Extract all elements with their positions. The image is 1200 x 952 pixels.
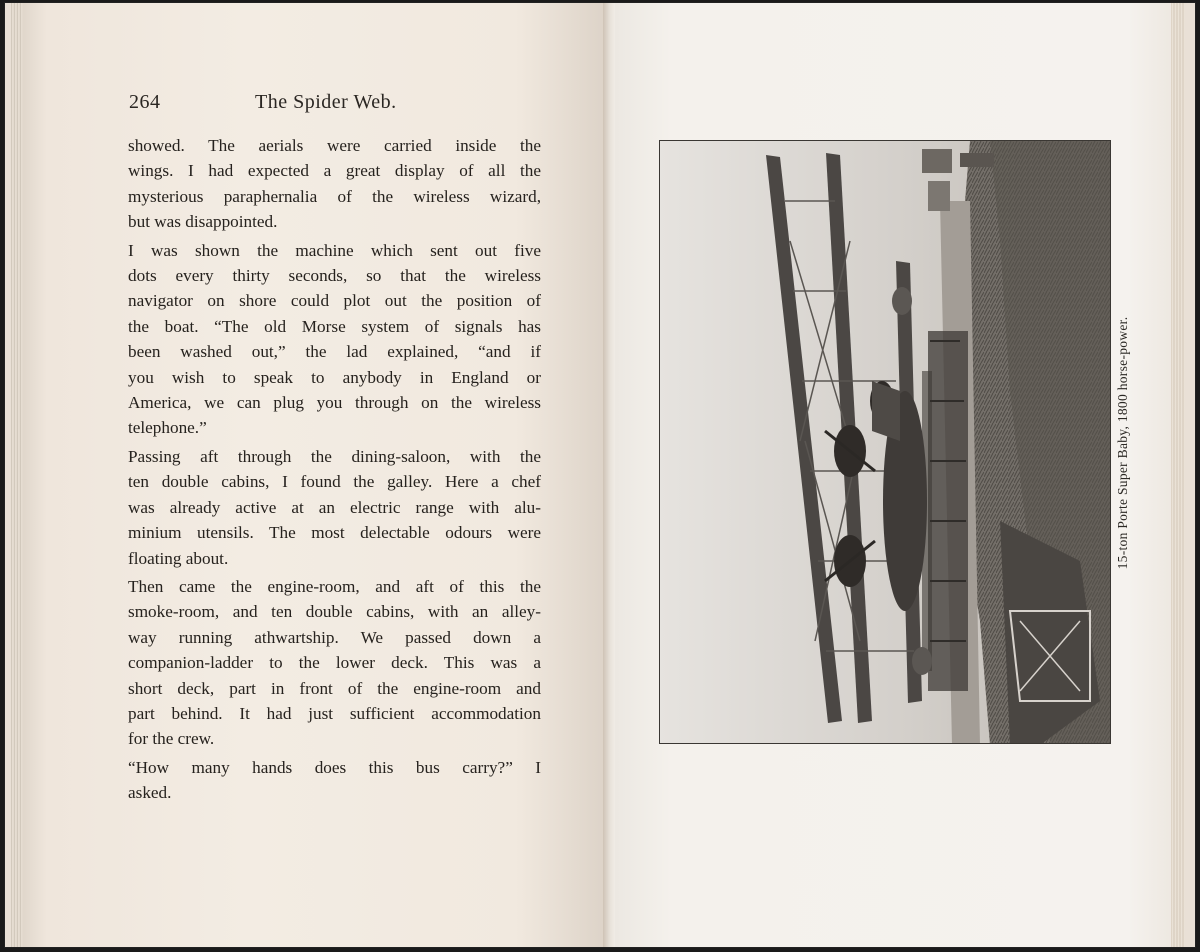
text-line: dots every thirty seconds, so that the wireless [128,266,541,286]
text-line: I was shown the machine which sent out five [128,240,541,260]
book-spread [4,2,1196,948]
biplane-photo [660,141,1111,744]
text-line: asked. [128,783,172,803]
text-line: minium utensils. The most delectable odours were [128,523,541,543]
text-line: Passing aft through the dining-saloon, with the [128,446,541,466]
text-line: short deck, part in front of the engine-room and [128,678,541,698]
text-line: you wish to speak to anybody in England or [128,367,541,387]
book-gutter [603,3,615,947]
text-line: the boat. “The old Morse system of signals has [128,316,541,336]
text-line: smoke-room, and ten double cabins, with an alley- [128,602,541,622]
text-line: telephone.” [128,418,207,438]
text-line: but was disappointed. [128,212,278,232]
page-edges-left [11,3,23,947]
body-text [128,133,541,806]
page-edges-right [1171,3,1185,947]
text-line: Then came the engine-room, and aft of this the [128,576,541,596]
text-line: been washed out,” the lad explained, “and if [128,342,541,362]
text-line: ten double cabins, I found the galley. Here a chef [128,472,541,492]
text-line: way running athwartship. We passed down a [128,627,541,647]
page-number: 264 [129,91,161,113]
text-line: for the crew. [128,729,215,749]
text-line: was already active at an electric range with alu- [128,497,541,517]
biplane-photo-plate [659,140,1111,744]
text-line: part behind. It had just sufficient accommodation [128,703,541,723]
text-line: navigator on shore could plot out the position of [128,291,541,311]
text-line: showed. The aerials were carried inside the [128,136,541,155]
text-line: wings. I had expected a great display of all the [128,161,541,181]
text-line: mysterious paraphernalia of the wireless wizard, [128,186,541,206]
text-line: companion-ladder to the lower deck. This was a [128,653,541,673]
text-line: floating about. [128,548,229,568]
text-line: “How many hands does this bus carry?” I [128,757,541,777]
left-page [11,3,605,947]
text-line: America, we can plug you through on the wireless [128,393,541,413]
plate-caption: 15-ton Porte Super Baby, 1800 horse-power. [1115,316,1130,570]
page-title: The Spider Web. [255,91,397,113]
